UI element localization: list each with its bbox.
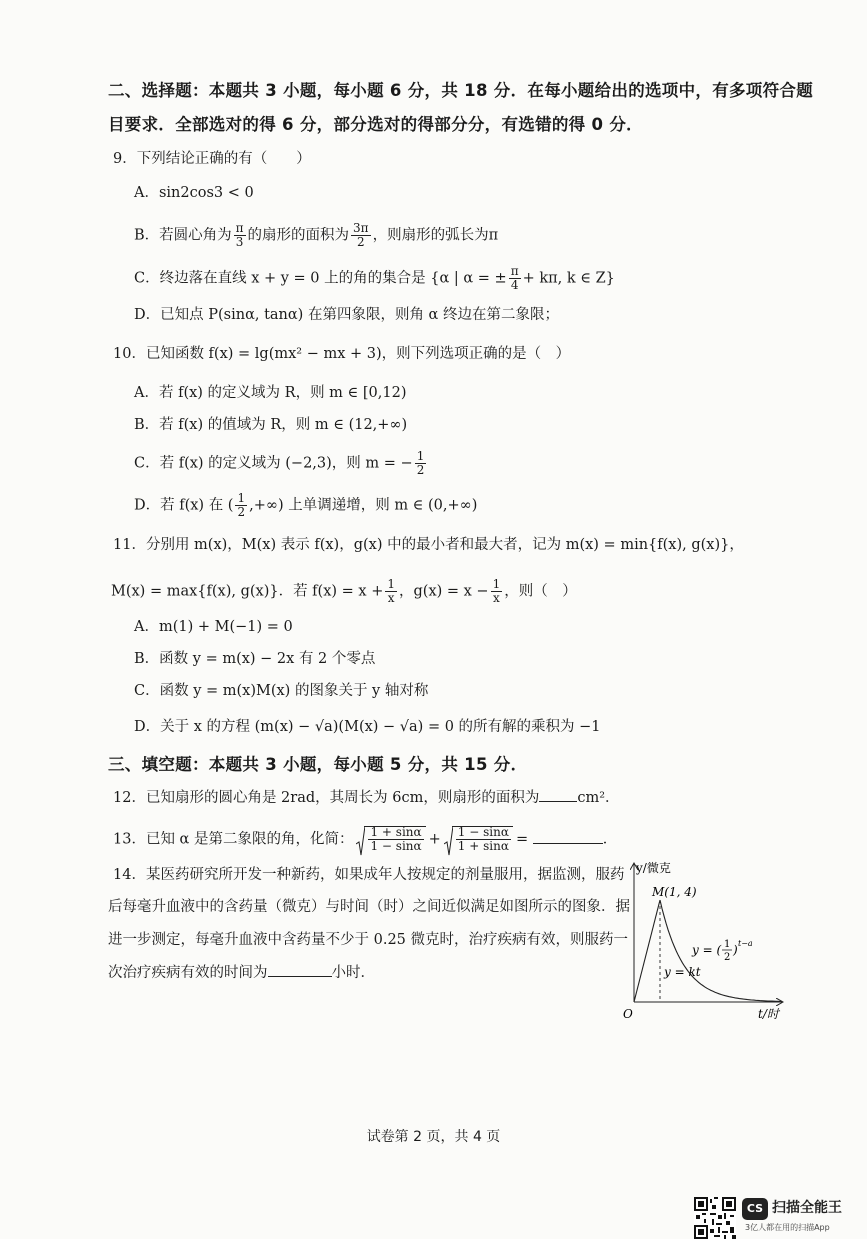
qr-code-icon [694,1197,736,1239]
q10-d-pre: D．若 f(x) 在 ( [134,497,234,514]
q14-line3: 进一步测定，每毫升血液中含药量不少于 0.25 微克时，治疗疾病有效，则服药一 [108,932,629,948]
q10-option-d [134,492,477,519]
page-footer: 试卷第 2 页，共 4 页 [366,1129,501,1145]
q13-end: ． [602,831,618,848]
section-2-heading-line1: 二、选择题：本题共 3 小题，每小题 6 分，共 18 分．在每小题给出的选项中，有多项符合题 [108,81,813,100]
graph-x-axis-label: t/时 [758,1007,779,1021]
graph-linear-label: y = kt [664,965,701,979]
camscanner-tagline: 3亿人都在用的扫描App [745,1223,830,1232]
q11-option-d: D．关于 x 的方程 (m(x) − √a)(M(x) − √a) = 0 的所有解的乘积为 −1 [134,719,601,735]
q11-line2-post: ，则（ ） [504,583,577,600]
q9-b-frac1: $\frac{\pi}{3}$ [235,221,244,249]
section-2-heading-line2: 目要求．全部选对的得 6 分，部分选对的得部分分，有选错的得 0 分． [108,115,643,134]
q11-option-a: A．m(1) + M(−1) = 0 [134,619,293,635]
section-3-heading: 三、填空题：本题共 3 小题，每小题 5 分，共 15 分． [108,755,528,774]
q11-stem-line1: 11．分别用 m(x)，M(x) 表示 f(x)，g(x) 中的最小者和最大者，记为 m(x) = min{f(x), g(x)}， [113,537,744,553]
svg-text:): ) [733,943,738,957]
q12 [113,789,620,807]
q11-line2-mid: ，g(x) = x − [399,583,489,600]
q10-option-a: A．若 f(x) 的定义域为 R，则 m ∈ [0,12) [134,385,407,401]
q14-graph [612,852,792,1022]
q11-frac2: $\frac{1}{x}$ [492,577,501,605]
q10-d-frac: $\frac{1}{2}$ [237,491,246,519]
svg-text:1: 1 [724,939,731,950]
q14-line4-pre: 次治疗疾病有效的时间为 [108,965,268,981]
q14-line4-post: 小时． [331,965,375,981]
q13-answer-blank[interactable] [533,831,603,844]
camscanner-logo: CS [742,1198,768,1220]
q13-equals: = [515,831,533,848]
q11-frac1: $\frac{1}{x}$ [387,577,395,605]
q11-option-b: B．函数 y = m(x) − 2x 有 2 个零点 [134,651,376,667]
q9-option-d: D．已知点 P(sinα, tanα) 在第四象限，则角 α 终边在第二象限； [134,307,559,323]
q13 [113,826,617,853]
q9-b-mid: 的扇形的面积为 [247,227,350,244]
q11-line2-pre: M(x) = max{f(x), g(x)}．若 f(x) = x + [111,583,384,600]
q12-pre: 12．已知扇形的圆心角是 2rad，其周长为 6cm，则扇形的面积为 [113,790,540,806]
q13-radical-2: $\frac{1 - \sin\alpha}{1 + \sin\alpha}$ [444,826,513,853]
q10-option-b: B．若 f(x) 的值域为 R，则 m ∈ (12,+∞) [134,417,408,433]
q10-option-c [134,450,428,477]
q9-b-post: ，则扇形的弧长为π [372,227,499,244]
q13-pre: 13．已知 α 是第二象限的角，化简： [113,831,354,848]
camscanner-app-name: 扫描全能王 [772,1200,842,1216]
q9-c-frac: $\frac{\pi}{4}$ [510,264,519,292]
q10-stem: 10．已知函数 f(x) = lg(mx² − mx + 3)，则下列选项正确的是（ ） [113,346,571,362]
q9-option-c [134,265,615,292]
q11-stem-line2 [111,578,577,605]
q13-radical-1: $\frac{1 + \sin\alpha}{1 - \sin\alpha}$ [356,826,425,853]
svg-text:t−a: t−a [738,939,753,948]
q9-c-post: + kπ, k ∈ Z} [522,270,615,287]
graph-decay-label [691,939,753,963]
q13-plus: + [428,831,441,848]
q14-answer-blank[interactable] [268,964,332,977]
q10-c-pre: C．若 f(x) 的定义域为 (−2,3)，则 m = − [134,455,413,472]
graph-point-label: M(1, 4) [652,885,697,899]
q9-option-a: A．sin2cos3 < 0 [134,185,254,201]
q12-answer-blank[interactable] [539,789,577,802]
q9-option-b [134,222,498,249]
q12-post: cm²． [577,790,620,806]
q9-b-frac2: $\frac{3\pi}{2}$ [353,221,369,249]
q14-line2: 后每毫升血液中的含药量（微克）与时间（时）之间近似满足如图所示的图象．据 [108,899,630,915]
q10-c-frac: $\frac{1}{2}$ [416,449,425,477]
q14-line4 [108,964,375,982]
graph-y-axis-label: y/微克 [636,861,671,875]
q9-b-pre: B．若圆心角为 [134,227,232,244]
q9-c-pre: C．终边落在直线 x + y = 0 上的角的集合是 {α | α = ± [134,270,507,287]
svg-text:y = (: y = ( [692,943,722,957]
graph-origin-label: O [623,1007,633,1021]
graph-linear-segment [634,900,660,1002]
q9-stem: 9．下列结论正确的有（ ） [113,151,311,167]
q10-d-post: ,+∞) 上单调递增，则 m ∈ (0,+∞) [249,497,478,514]
q14-line1: 14．某医药研究所开发一种新药，如果成年人按规定的剂量服用，据监测，服药 [113,867,625,883]
q11-option-c: C．函数 y = m(x)M(x) 的图象关于 y 轴对称 [134,683,429,699]
svg-text:2: 2 [724,952,731,963]
